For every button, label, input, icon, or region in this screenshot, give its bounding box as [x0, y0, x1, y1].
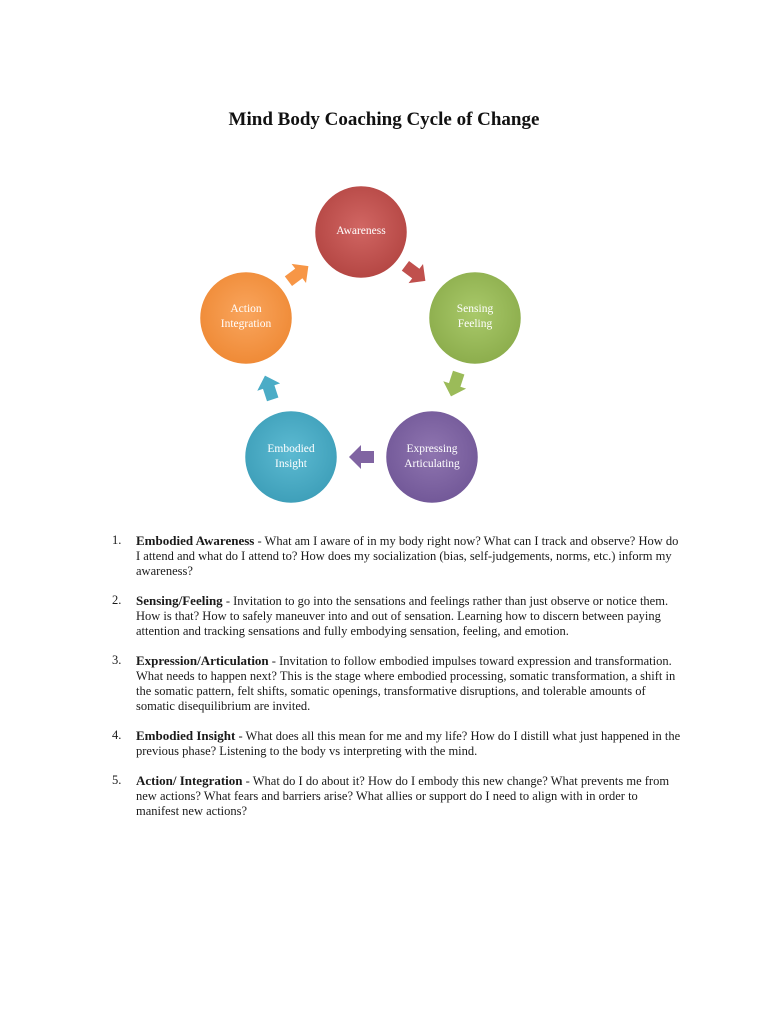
list-item-text: - What do I do about it? How do I embody this new change? What prevents me from new actions? What fears and barriers arise? What allies or support do I need to align with in order to manifest new actions?: [136, 774, 670, 818]
list-item-number: 3.: [112, 653, 122, 667]
list-item-term: Embodied Awareness: [136, 533, 255, 548]
list-item-number: 2.: [112, 593, 122, 607]
awareness-label: Awareness: [336, 225, 386, 237]
action-integration-label: Action Integration: [220, 303, 272, 330]
list-item: [112, 533, 682, 579]
list-item-number: 5.: [112, 773, 122, 787]
list-item-text: - Invitation to follow embodied impulses toward expression and transformation. What needs to happen next? This is the stage where embodied processing, somatic transformation, a shift in the somatic pattern, felt shifts, somatic openings, transformative disruptions, and tolerable amounts of somatic disequilibrium are invited.: [136, 654, 676, 713]
list-item: [112, 593, 682, 639]
arrow-insight-to-action-icon: [254, 372, 285, 403]
embodied-insight-label: Embodied Insight: [267, 443, 315, 470]
arrow-expressing-to-insight-icon: [349, 445, 374, 469]
list-item-term: Action/ Integration: [136, 773, 243, 788]
list-item-term: Expression/Articulation: [136, 653, 269, 668]
list-item-text: - Invitation to go into the sensations and feelings rather than just observe or notice them. How is that? How to safely maneuver into and out of sensation. Learning how to discern between paying attention and tracking sensations and fully embodying sensation, feeling, and emotion.: [136, 594, 669, 638]
list-item-text: - What does all this mean for me and my life? How do I distill what just happened in the previous phase? Listening to the body vs interpreting with the mind.: [136, 729, 681, 758]
list-item-number: 1.: [112, 533, 122, 547]
list-item-term: Embodied Insight: [136, 728, 236, 743]
stage-description-list: [112, 533, 682, 833]
arrow-action-to-awareness-icon: [281, 257, 315, 291]
list-item-text: - What am I aware of in my body right now? What can I track and observe? How do I attend and what do I attend to? How does my socialization (bias, self-judgements, norms, etc.) inform my awareness?: [136, 534, 679, 578]
list-item: [112, 728, 682, 759]
list-item-term: Sensing/Feeling: [136, 593, 223, 608]
arrow-awareness-to-sensing-icon: [398, 256, 432, 290]
list-item: [112, 653, 682, 714]
list-item: [112, 773, 682, 819]
list-item-number: 4.: [112, 728, 122, 742]
expressing-articulating-label: Expressing Articulating: [404, 443, 460, 470]
page-title: Mind Body Coaching Cycle of Change: [228, 109, 540, 130]
sensing-feeling-label: Sensing Feeling: [456, 303, 494, 330]
arrow-sensing-to-expressing-icon: [440, 369, 471, 400]
